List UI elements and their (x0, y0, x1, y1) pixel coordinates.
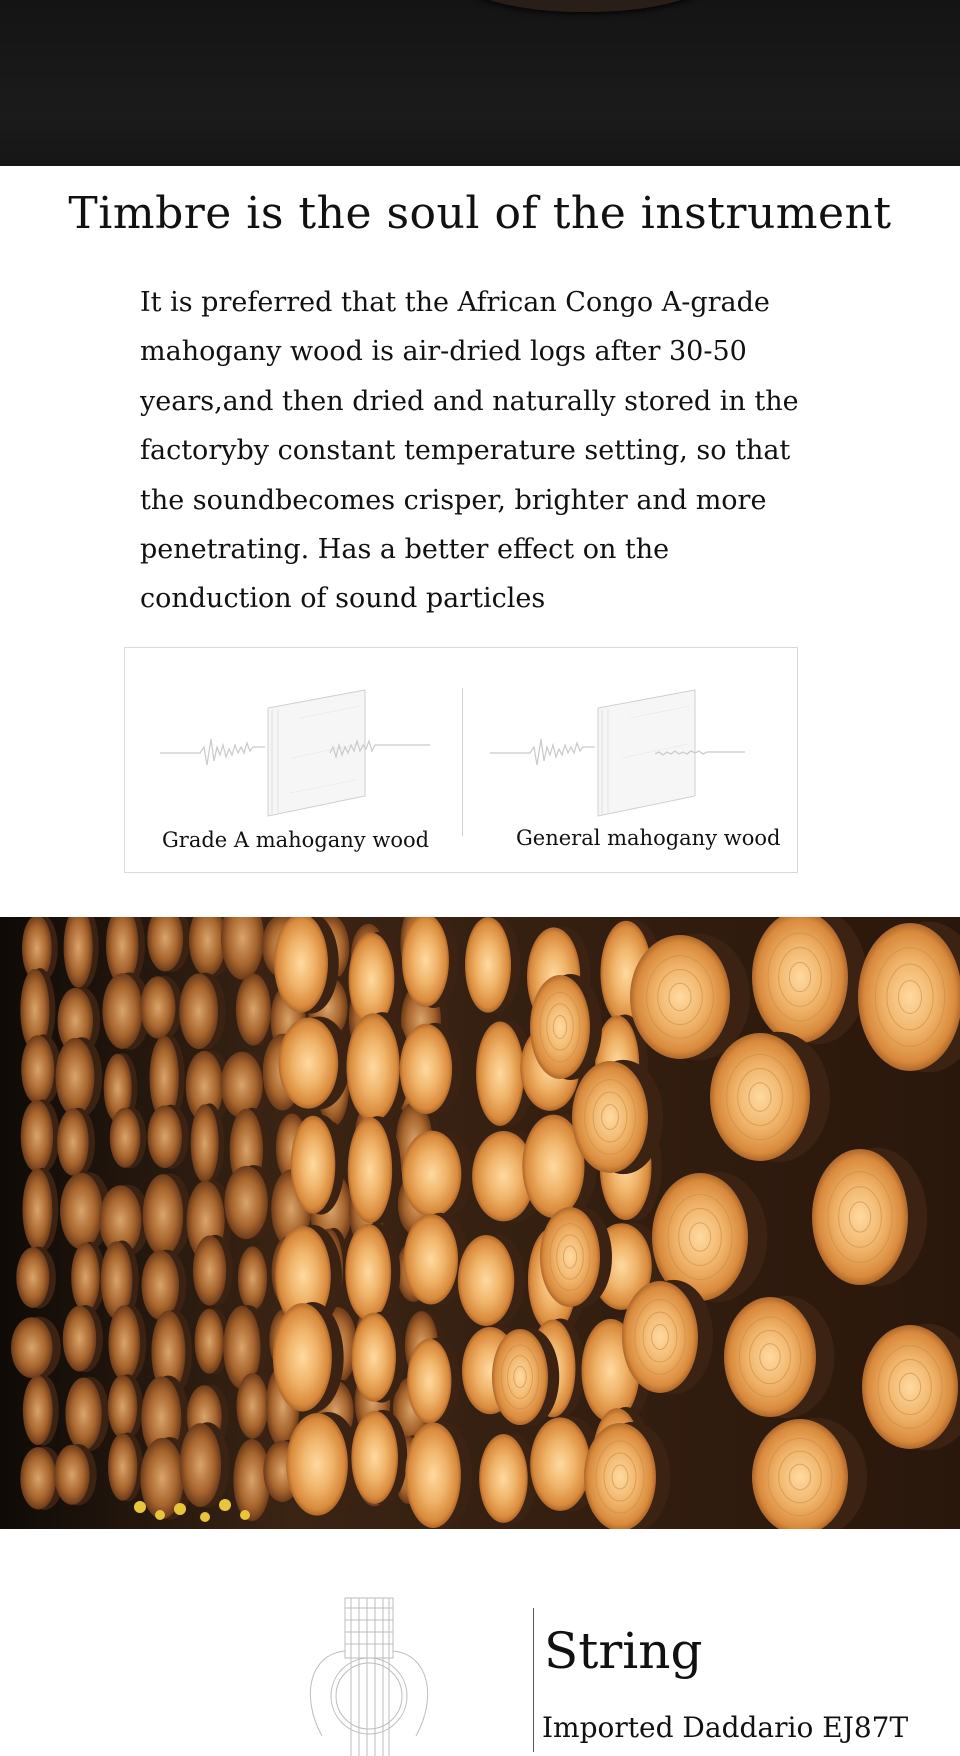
log-end (476, 1021, 524, 1125)
general-caption: General mahogany wood (516, 826, 781, 850)
log-end (191, 1104, 219, 1182)
log-end (710, 1033, 810, 1161)
log-end (724, 1297, 816, 1417)
log-end (236, 1373, 268, 1439)
log-end (400, 1024, 452, 1114)
log-end (812, 1149, 908, 1285)
log-end (458, 1235, 514, 1326)
log-end (345, 1224, 391, 1321)
log-end (346, 1013, 399, 1121)
description-line: conduction of sound particles (140, 583, 546, 615)
log-end (862, 1325, 958, 1449)
log-end (57, 1109, 89, 1176)
description-line: years,and then dried and naturally stored in the (140, 385, 799, 417)
log-end (16, 1247, 49, 1308)
log-end (274, 917, 328, 1013)
log-end (108, 1375, 137, 1438)
log-end (21, 1100, 53, 1172)
log-end (195, 1309, 224, 1374)
log-end (492, 1329, 548, 1425)
log-end (71, 1243, 100, 1312)
general-wave-illustration (490, 668, 760, 818)
log-end (402, 1131, 461, 1217)
section-divider-line (533, 1608, 534, 1752)
stacked-logs-photo (0, 917, 960, 1529)
description-line: the soundbecomes crisper, brighter and more (140, 484, 767, 516)
log-end (63, 1306, 97, 1372)
log-end (348, 1117, 392, 1223)
log-end (140, 976, 175, 1038)
log-end (102, 973, 142, 1049)
guitar-outline-drawing (300, 1596, 440, 1756)
description-line: mahogany wood is air-dried logs after 30-50 (140, 336, 747, 368)
log-end (540, 1207, 600, 1307)
grade-a-wave-illustration (160, 668, 430, 818)
log-end (351, 1411, 398, 1504)
page-headline: Timbre is the soul of the instrument (68, 188, 892, 239)
log-end (404, 1214, 458, 1305)
description-paragraph (140, 278, 800, 624)
log-end (221, 1052, 263, 1118)
log-end (407, 1339, 451, 1424)
log-end (60, 1173, 103, 1249)
comparison-divider (462, 688, 463, 836)
log-end (236, 974, 271, 1046)
log-end (405, 1422, 461, 1528)
log-end (273, 1303, 332, 1411)
guitar-body-edge (440, 0, 730, 12)
log-end (622, 1281, 698, 1393)
log-end (279, 1017, 339, 1108)
log-end (238, 1246, 267, 1310)
log-end (752, 917, 848, 1043)
log-end (11, 1317, 53, 1378)
log-end (572, 1061, 648, 1173)
log-end (143, 1174, 184, 1256)
log-end (465, 917, 511, 1013)
log-end (20, 1447, 56, 1509)
description-line: factoryby constant temperature setting, so that (140, 435, 791, 467)
log-end (21, 1035, 54, 1104)
log-end (108, 1305, 140, 1380)
log-end (224, 1166, 268, 1239)
log-end (22, 1169, 52, 1251)
log-end (180, 1423, 221, 1507)
top-product-banner (0, 0, 960, 166)
description-line: It is preferred that the African Congo A-grade (140, 287, 770, 318)
log-end (65, 1378, 101, 1451)
log-end (402, 917, 449, 1007)
log-end (530, 975, 590, 1079)
log-end (179, 973, 218, 1049)
wood-comparison-panel (124, 647, 798, 873)
log-end (148, 1105, 182, 1168)
log-end (352, 1313, 396, 1402)
log-end (193, 1236, 227, 1306)
log-end (141, 1250, 179, 1319)
log-end (530, 1417, 590, 1511)
string-section-title: String (544, 1622, 703, 1680)
log-end (479, 1434, 528, 1523)
grade-a-caption: Grade A mahogany wood (162, 828, 430, 852)
log-end (56, 1038, 95, 1116)
string-section-subtitle: Imported Daddario EJ87T (542, 1711, 909, 1744)
description-line: penetrating. Has a better effect on the (140, 534, 670, 566)
log-end (286, 1413, 348, 1516)
log-end (23, 1376, 53, 1445)
log-end (108, 1433, 137, 1500)
log-end (110, 1108, 141, 1168)
log-end (630, 935, 730, 1059)
log-end (291, 1116, 336, 1214)
log-end (54, 1445, 89, 1505)
log-end (349, 933, 395, 1027)
